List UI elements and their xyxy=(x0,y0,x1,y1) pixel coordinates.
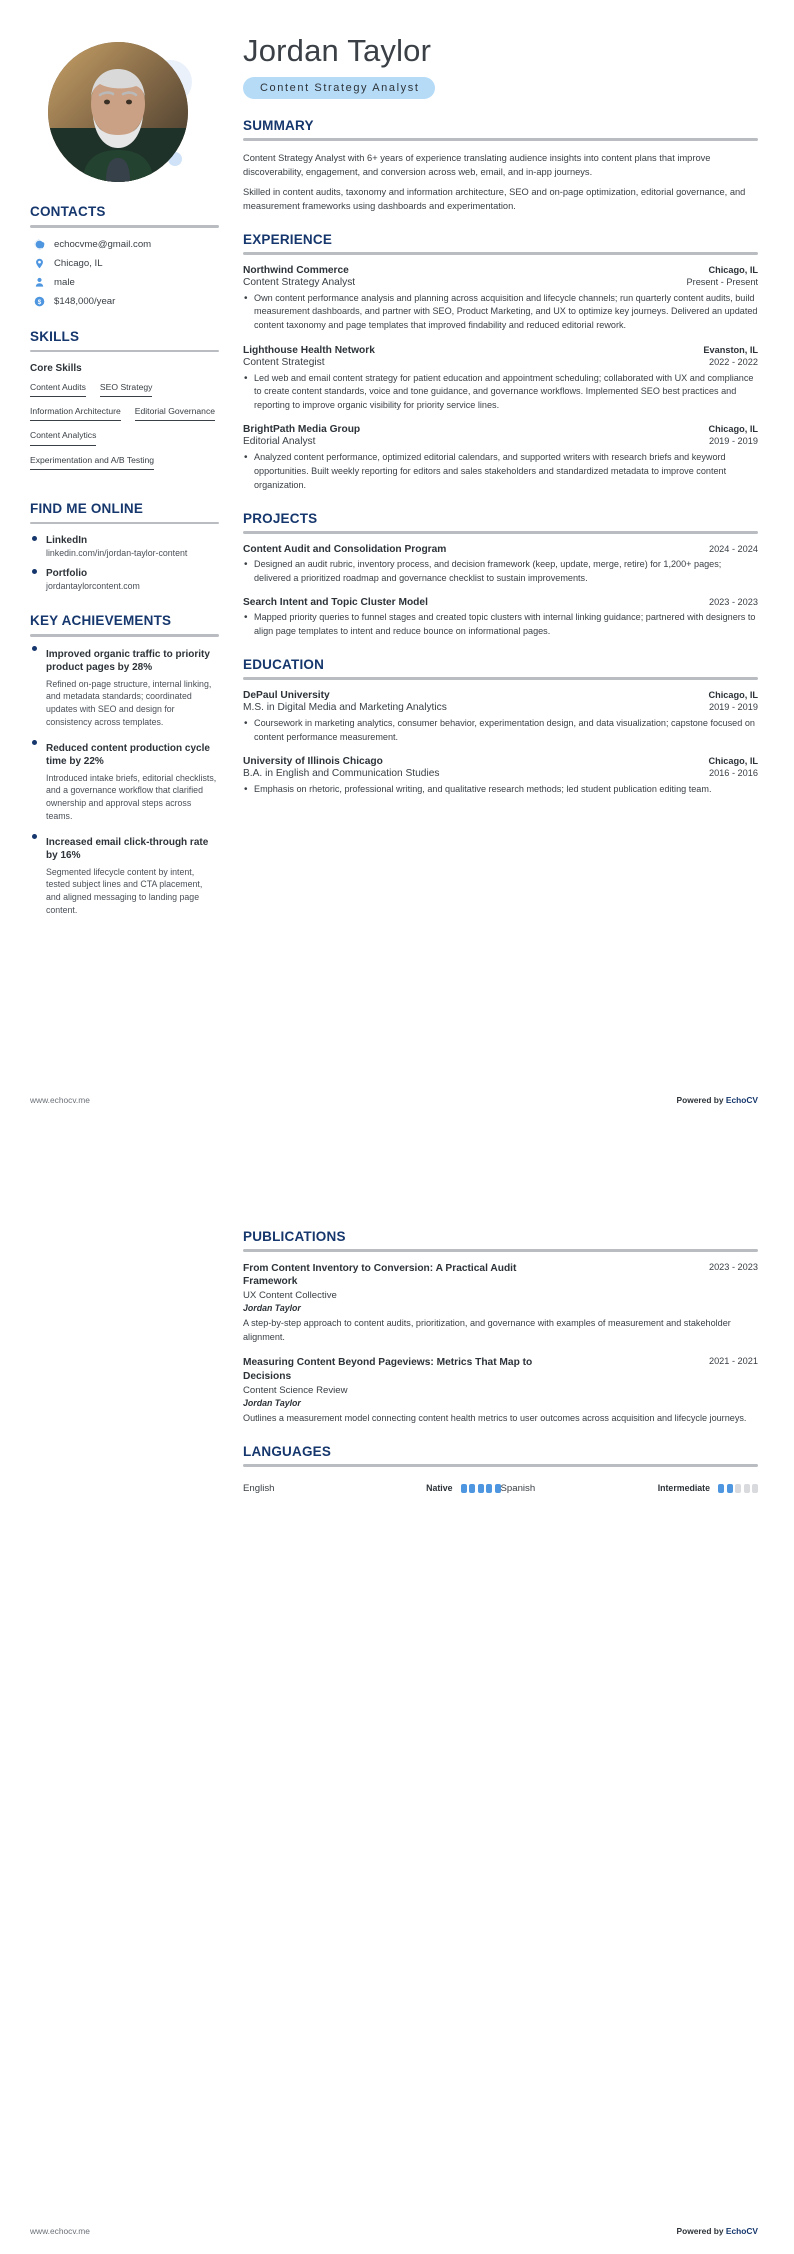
proficiency-dot xyxy=(486,1484,492,1493)
bullet-item: • Own content performance analysis and planning across acquisition and lifecycle channels; run quarterly content audits, build measurement dashboards, and partner with SEO, Product Marketing, and UX to optimize key journeys. Delivered an updated content taxonomy and page templates that improved findability and reduced editorial rework. xyxy=(243,292,758,333)
divider xyxy=(30,634,219,637)
main-content-page-2 xyxy=(233,1165,758,1513)
summary-paragraph: Content Strategy Analyst with 6+ years of experience translating audience insights into content plans that improve discoverability, engagement, and conversion across web, email, and in-app journeys. xyxy=(243,152,711,177)
achievement-item xyxy=(30,742,219,823)
language-name: Spanish xyxy=(500,1482,536,1494)
online-url[interactable]: jordantaylorcontent.com xyxy=(46,581,140,592)
publication-author: Jordan Taylor xyxy=(243,1303,301,1314)
experience-location: Evanston, IL xyxy=(703,344,758,355)
bullet-icon xyxy=(32,569,37,574)
experience-entry xyxy=(243,345,758,413)
footer-powered-by: Powered by xyxy=(676,1095,726,1105)
divider xyxy=(243,1249,758,1252)
contacts-section xyxy=(30,204,219,307)
project-entry xyxy=(243,597,758,638)
education-school: University of Illinois Chicago xyxy=(243,756,383,768)
skill-tag: Experimentation and A/B Testing xyxy=(30,455,154,470)
language-item-spanish xyxy=(501,1483,759,1494)
publication-title: From Content Inventory to Conversion: A Practical Audit Framework xyxy=(243,1262,517,1288)
contact-location xyxy=(30,258,219,269)
svg-text:$: $ xyxy=(37,298,42,306)
language-proficiency-dots xyxy=(718,1484,758,1493)
skill-tag: Content Audits xyxy=(30,382,86,397)
publication-venue: Content Science Review xyxy=(243,1384,348,1396)
divider xyxy=(243,677,758,680)
language-proficiency-dots xyxy=(461,1484,501,1493)
publication-description: A step-by-step approach to content audits, prioritization, and governance with examples of measurement and stakeholder alignment. xyxy=(243,1318,731,1342)
achievement-title: Reduced content production cycle time by 22% xyxy=(46,742,210,768)
experience-bullets xyxy=(243,292,758,333)
achievement-item xyxy=(30,648,219,729)
language-level: Intermediate xyxy=(657,1483,710,1494)
experience-section xyxy=(243,232,758,492)
profile-photo xyxy=(48,42,188,182)
education-section xyxy=(243,657,758,796)
achievement-description: Introduced intake briefs, editorial checklists, and a governance workflow that clarified ownership and approval steps across teams. xyxy=(46,772,217,821)
project-entry xyxy=(243,544,758,585)
language-list xyxy=(243,1477,758,1494)
bullet-item: • Emphasis on rhetoric, professional writing, and qualitative research methods; led student publication editing team. xyxy=(243,783,758,797)
publications-heading: PUBLICATIONS xyxy=(243,1229,346,1244)
contact-email[interactable] xyxy=(30,239,219,250)
publication-author: Jordan Taylor xyxy=(243,1397,301,1408)
publication-entry xyxy=(243,1262,758,1345)
achievement-description: Refined on-page structure, internal linking, and metadata standards; coordinated updates with SEO and design for consistency across templates. xyxy=(46,678,212,727)
summary-section xyxy=(243,118,758,213)
contacts-heading: CONTACTS xyxy=(30,204,106,219)
language-name: English xyxy=(243,1482,275,1494)
experience-entry xyxy=(243,265,758,333)
proficiency-dot xyxy=(735,1484,741,1493)
contact-gender-value: male xyxy=(54,276,75,288)
dollar-coin-icon xyxy=(34,296,45,307)
experience-role: Content Strategist xyxy=(243,356,325,368)
language-level: Native xyxy=(426,1483,453,1494)
resume-page-2 xyxy=(0,1131,794,2254)
proficiency-dot xyxy=(469,1484,475,1493)
contact-salary xyxy=(30,296,219,307)
page-footer xyxy=(30,1095,758,1105)
skills-group-title: Core Skills xyxy=(30,363,82,374)
bullet-icon xyxy=(32,740,37,745)
proficiency-dot xyxy=(718,1484,724,1493)
experience-role: Editorial Analyst xyxy=(243,436,316,448)
skill-tag-list xyxy=(30,382,219,479)
job-title-badge: Content Strategy Analyst xyxy=(243,77,435,99)
education-bullets xyxy=(243,717,758,744)
experience-location: Chicago, IL xyxy=(708,264,758,275)
divider xyxy=(243,531,758,534)
experience-company: Lighthouse Health Network xyxy=(243,344,375,356)
education-bullets xyxy=(243,783,758,797)
skill-tag: Content Analytics xyxy=(30,430,96,445)
project-bullets xyxy=(243,611,758,638)
divider xyxy=(243,252,758,255)
bullet-item: • Coursework in marketing analytics, consumer behavior, experimentation design, and data visualization; capstone focused on content performance measurement. xyxy=(243,717,758,744)
experience-entry xyxy=(243,424,758,492)
contact-email-value: echocvme@gmail.com xyxy=(54,238,152,250)
skills-heading: SKILLS xyxy=(30,328,80,344)
bullet-icon xyxy=(32,834,37,839)
language-item-english xyxy=(243,1483,501,1494)
project-date: 2024 - 2024 xyxy=(708,543,758,554)
education-location: Chicago, IL xyxy=(708,756,758,767)
divider xyxy=(30,522,219,525)
proficiency-dot xyxy=(461,1484,467,1493)
find-me-online-section xyxy=(30,501,219,592)
page-break xyxy=(0,1123,794,1131)
divider xyxy=(30,225,219,228)
footer-website[interactable]: www.echocv.me xyxy=(30,1095,90,1105)
bullet-icon xyxy=(32,536,37,541)
footer-brand-name: EchoCV xyxy=(725,2226,758,2236)
experience-date: 2019 - 2019 xyxy=(708,436,758,447)
person-icon xyxy=(34,277,45,288)
skill-tag: SEO Strategy xyxy=(100,382,153,397)
education-location: Chicago, IL xyxy=(708,689,758,700)
online-item-linkedin[interactable] xyxy=(30,535,219,558)
divider xyxy=(30,350,219,353)
footer-powered-by: Powered by xyxy=(676,2226,726,2236)
key-achievements-section xyxy=(30,613,219,917)
resume-page-1 xyxy=(0,0,794,1123)
project-title: Content Audit and Consolidation Program xyxy=(243,543,447,555)
publications-section xyxy=(243,1229,758,1425)
achievement-description: Segmented lifecycle content by intent, tested subject lines and CTA placement, and aligned messaging to landing page content. xyxy=(46,866,203,915)
skills-section xyxy=(30,329,219,479)
proficiency-dot xyxy=(744,1484,750,1493)
summary-heading: SUMMARY xyxy=(243,118,314,134)
publication-venue: UX Content Collective xyxy=(243,1290,337,1302)
online-url[interactable]: linkedin.com/in/jordan-taylor-content xyxy=(46,548,188,559)
footer-brand-name: EchoCV xyxy=(725,1095,758,1105)
experience-date: Present - Present xyxy=(686,276,758,287)
projects-heading: PROJECTS xyxy=(243,511,318,527)
experience-role: Content Strategy Analyst xyxy=(243,276,356,288)
experience-company: Northwind Commerce xyxy=(243,264,349,276)
footer-website[interactable]: www.echocv.me xyxy=(30,2226,90,2236)
experience-bullets xyxy=(243,372,758,413)
experience-heading: EXPERIENCE xyxy=(243,232,333,248)
experience-company: BrightPath Media Group xyxy=(243,424,361,436)
education-heading: EDUCATION xyxy=(243,657,325,673)
education-entry xyxy=(243,756,758,797)
experience-location: Chicago, IL xyxy=(708,424,758,435)
online-label: LinkedIn xyxy=(46,535,88,547)
languages-section xyxy=(243,1444,758,1494)
skill-tag: Information Architecture xyxy=(30,406,121,421)
page-footer xyxy=(30,2226,758,2236)
publication-description: Outlines a measurement model connecting content health metrics to user outcomes across acquisition and lifecycle journeys. xyxy=(243,1412,747,1423)
bullet-item: • Designed an audit rubric, inventory process, and decision framework (keep, update, merge, retire) for 1,200+ pages; delivered a prioritized roadmap and governance checklist to sustain improvements. xyxy=(243,558,758,585)
summary-paragraph: Skilled in content audits, taxonomy and information architecture, SEO and on-page optimization, editorial governance, and measurement frameworks using dashboards and experimentation. xyxy=(243,186,746,211)
sidebar xyxy=(30,34,233,939)
education-degree: B.A. in English and Communication Studies xyxy=(243,768,440,780)
online-label: Portfolio xyxy=(46,568,88,580)
find-me-online-heading: FIND ME ONLINE xyxy=(30,500,144,516)
main-content xyxy=(233,34,758,939)
at-email-icon xyxy=(34,239,45,250)
page-title: Jordan Taylor xyxy=(243,33,432,68)
sidebar-page-2 xyxy=(30,1165,233,1513)
project-bullets xyxy=(243,558,758,585)
contact-gender xyxy=(30,277,219,288)
divider xyxy=(243,1464,758,1467)
footer-branding xyxy=(677,2226,758,2236)
bullet-item: • Analyzed content performance, optimized editorial calendars, and supported writers with research briefs and keyword opportunities. Built weekly reporting for editors and sales stakeholders and standardized metadata to improve content organization. xyxy=(243,451,758,492)
contact-salary-value: $148,000/year xyxy=(54,295,116,307)
project-title: Search Intent and Topic Cluster Model xyxy=(243,597,428,609)
education-date: 2016 - 2016 xyxy=(708,768,758,779)
proficiency-dot xyxy=(478,1484,484,1493)
divider xyxy=(243,138,758,141)
bullet-item: • Mapped priority queries to funnel stages and created topic clusters with internal linking guidance; partnered with designers to align page templates to intent and reduce bounce on informational pages. xyxy=(243,611,758,638)
languages-heading: LANGUAGES xyxy=(243,1444,332,1460)
publication-entry xyxy=(243,1356,758,1425)
skill-tag: Editorial Governance xyxy=(135,406,215,421)
key-achievements-heading: KEY ACHIEVEMENTS xyxy=(30,613,172,629)
bullet-item: • Led web and email content strategy for patient education and appointment scheduling; collaborated with UX and compliance to create content standards, voice and tone guidance, and governance workflows. Implemented SEO best practices and reporting to improve organic visibility for priority service lines. xyxy=(243,372,758,413)
education-date: 2019 - 2019 xyxy=(708,701,758,712)
achievement-title: Increased email click-through rate by 16% xyxy=(46,836,209,862)
experience-bullets xyxy=(243,451,758,492)
online-item-portfolio[interactable] xyxy=(30,568,219,591)
proficiency-dot xyxy=(727,1484,733,1493)
footer-branding xyxy=(677,1095,758,1105)
publication-date: 2021 - 2021 xyxy=(708,1356,758,1367)
education-school: DePaul University xyxy=(243,689,330,701)
map-pin-icon xyxy=(34,258,45,269)
achievement-title: Improved organic traffic to priority product pages by 28% xyxy=(46,648,210,674)
avatar xyxy=(48,42,188,182)
contact-location-value: Chicago, IL xyxy=(54,257,103,269)
education-degree: M.S. in Digital Media and Marketing Analytics xyxy=(243,701,447,713)
projects-section xyxy=(243,511,758,638)
project-date: 2023 - 2023 xyxy=(708,597,758,608)
publication-title: Measuring Content Beyond Pageviews: Metrics That Map to Decisions xyxy=(243,1357,533,1383)
proficiency-dot xyxy=(752,1484,758,1493)
education-entry xyxy=(243,690,758,744)
experience-date: 2022 - 2022 xyxy=(708,356,758,367)
publication-date: 2023 - 2023 xyxy=(708,1261,758,1272)
bullet-icon xyxy=(32,646,37,651)
achievement-item xyxy=(30,836,219,917)
